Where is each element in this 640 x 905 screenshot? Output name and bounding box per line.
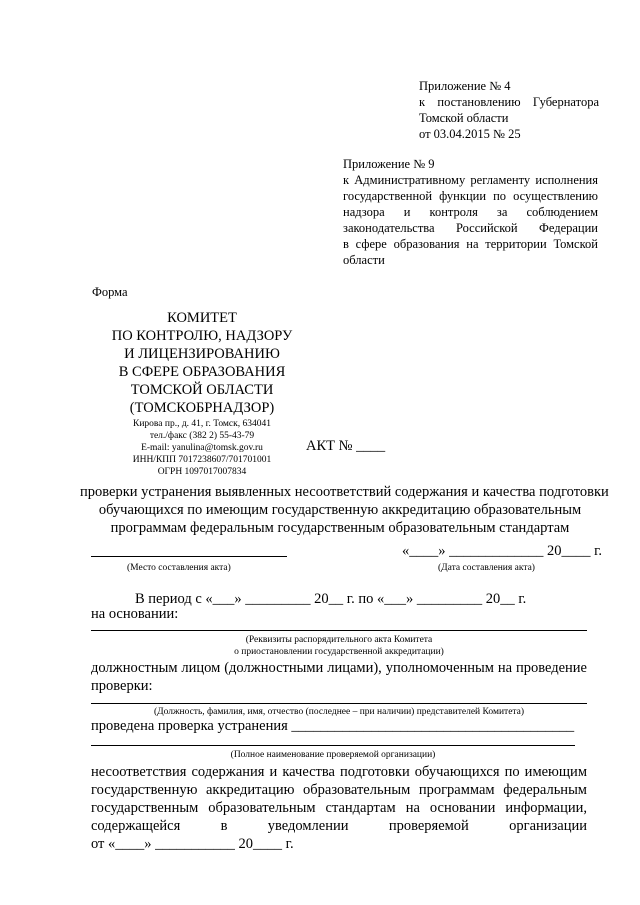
official-line: должностным лицом (должностными лицами), уполномоченным на проведение (91, 660, 587, 676)
committee-name-line: И ЛИЦЕНЗИРОВАНИЮ (124, 346, 280, 362)
basis-caption: о приостановлении государственной аккредитации) (234, 647, 444, 657)
committee-name-line: ТОМСКОЙ ОБЛАСТИ (130, 382, 274, 398)
basis-field-line[interactable] (91, 630, 587, 631)
official-line: проверки: (91, 678, 153, 694)
committee-ogrn: ОГРН 1097017007834 (157, 467, 247, 477)
appendix-4-line: от 03.04.2015 № 25 (419, 127, 521, 141)
appendix-9-line: надзора и контроля за соблюдением (343, 205, 598, 219)
appendix-9-line: законодательства Российской Федерации (343, 221, 598, 235)
final-paragraph-line: несоответствия содержания и качества подготовки обучающихся по имеющим (91, 764, 587, 780)
check-line[interactable]: проведена проверка устранения _______________________________________ (91, 718, 575, 734)
appendix-9-block (343, 156, 598, 268)
appendix-9-line: к Административному регламенту исполнения (343, 173, 598, 187)
official-caption: (Должность, фамилия, имя, отчество (последнее – при наличии) представителей Комитета) (153, 707, 525, 717)
committee-name-line: КОМИТЕТ (167, 310, 237, 326)
appendix-9-title: Приложение № 9 (343, 157, 435, 171)
appendix-4-block (419, 78, 599, 142)
act-subject-line: программам федеральным государственным образовательным стандартам (110, 520, 570, 536)
org-caption: (Полное наименование проверяемой организации) (230, 750, 436, 760)
act-heading: АКТ № ____ (306, 438, 386, 454)
basis-label: на основании: (91, 606, 179, 622)
appendix-4-line: Томской области (419, 111, 509, 125)
period-line[interactable]: В период с «___» _________ 20__ г. по «___» _________ 20__ г. (135, 591, 527, 607)
org-field-line[interactable] (91, 745, 575, 746)
appendix-9-line: государственной функции по осуществлению (343, 189, 598, 203)
committee-inn: ИНН/КПП 7017238607/701701001 (132, 455, 272, 465)
committee-name-line: (ТОМСКОБРНАДЗОР) (129, 400, 275, 416)
final-paragraph-line: государственную аккредитацию образовательным программам федеральным (91, 782, 587, 798)
final-paragraph (91, 763, 587, 853)
final-date[interactable]: от «____» ___________ 20____ г. (91, 836, 294, 852)
appendix-9-line: области (343, 253, 385, 267)
appendix-9-line: в сфере образования на территории Томской (343, 237, 598, 251)
committee-header (96, 309, 308, 478)
appendix-4-line: к постановлению Губернатора (419, 95, 599, 109)
appendix-4-line: Приложение № 4 (419, 79, 511, 93)
date-caption: (Дата составления акта) (438, 563, 535, 573)
committee-phone: тел./факс (382 2) 55-43-79 (149, 431, 255, 441)
basis-caption: (Реквизиты распорядительного акта Комитета (245, 635, 433, 645)
act-subject-line: обучающихся по имеющим государственную аккредитацию образовательным (98, 502, 582, 518)
committee-name-line: ПО КОНТРОЛЮ, НАДЗОРУ (111, 328, 293, 344)
date-field[interactable]: «____» _____________ 20____ г. (402, 543, 603, 559)
act-subject (80, 483, 609, 537)
place-caption: (Место составления акта) (127, 563, 231, 573)
final-paragraph-line: государственным образовательным стандартам на основании информации, (91, 800, 587, 816)
place-field-line[interactable] (91, 556, 287, 557)
committee-address: Кирова пр., д. 41, г. Томск, 634041 (133, 419, 271, 429)
official-field-line[interactable] (91, 703, 587, 704)
committee-name-line: В СФЕРЕ ОБРАЗОВАНИЯ (118, 364, 286, 380)
form-label: Форма (92, 285, 128, 299)
act-subject-line: проверки устранения выявленных несоответствий содержания и качества подготовки (80, 484, 609, 500)
final-paragraph-line: содержащейся в уведомлении проверяемой организации (91, 818, 587, 834)
committee-email: E-mail: yanulina@tomsk.gov.ru (141, 443, 263, 453)
